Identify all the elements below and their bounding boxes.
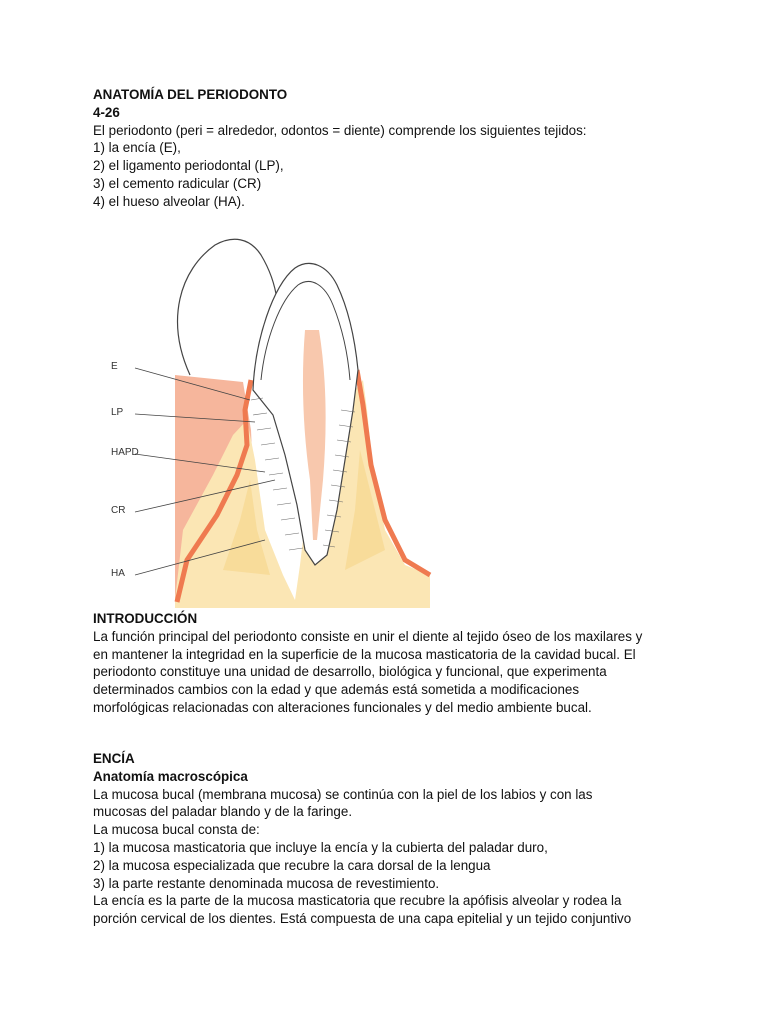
label-e: E [111, 361, 118, 372]
paragraph-line: en mantener la integridad en la superficie de la mucosa masticatoria de la cavidad bucal. El [93, 646, 636, 662]
paragraph-line: La encía es la parte de la mucosa masticatoria que recubre la apófisis alveolar y rodea la [93, 893, 622, 909]
paragraph-line: morfológicas relacionadas con alteraciones funcionales y del medio ambiente bucal. [93, 699, 592, 715]
label-cr: CR [111, 505, 126, 516]
paragraph-line: 1) la mucosa masticatoria que incluye la encía y la cubierta del paladar duro, [93, 839, 548, 855]
subsection-heading: Anatomía macroscópica [93, 768, 248, 784]
section-heading: INTRODUCCIÓN [93, 611, 198, 626]
paragraph-line: La función principal del periodonto consiste en unir el diente al tejido óseo de los maxilares y [93, 628, 643, 644]
paragraph-line: La mucosa bucal consta de: [93, 822, 260, 838]
label-ha: HA [111, 568, 125, 579]
introduccion-section [93, 610, 693, 717]
encia-section [93, 750, 693, 928]
label-hapd: HAPD [111, 447, 139, 458]
periodontium-figure [105, 230, 435, 608]
label-lp: LP [111, 407, 124, 418]
paragraph-line: La mucosa bucal (membrana mucosa) se continúa con la piel de los labios y con las [93, 786, 593, 802]
tissue-item: 1) la encía (E), [93, 140, 181, 156]
paragraph-line: mucosas del paladar blando y de la faringe. [93, 804, 353, 820]
tissue-item: 3) el cemento radicular (CR) [93, 175, 262, 191]
paragraph-line: determinados cambios con la edad y que además está sometida a modificaciones [93, 682, 580, 698]
periodontium-illustration [105, 230, 435, 608]
paragraph-line: periodonto constituye una unidad de desarrollo, biológica y funcional, que experimenta [93, 664, 607, 680]
paragraph-line: 2) la mucosa especializada que recubre la cara dorsal de la lengua [93, 857, 491, 873]
section-heading: ENCÍA [93, 751, 135, 766]
header-section [93, 86, 693, 211]
figure-number: 4-26 [93, 104, 120, 120]
intro-text: El periodonto (peri = alrededor, odontos = diente) comprende los siguientes tejidos: [93, 122, 587, 138]
page-title: ANATOMÍA DEL PERIODONTO [93, 87, 288, 102]
paragraph-line: porción cervical de los dientes. Está compuesta de una capa epitelial y un tejido conjuntivo [93, 911, 632, 927]
tissue-item: 2) el ligamento periodontal (LP), [93, 158, 284, 174]
paragraph-line: 3) la parte restante denominada mucosa de revestimiento. [93, 875, 440, 891]
tissue-item: 4) el hueso alveolar (HA). [93, 193, 245, 209]
